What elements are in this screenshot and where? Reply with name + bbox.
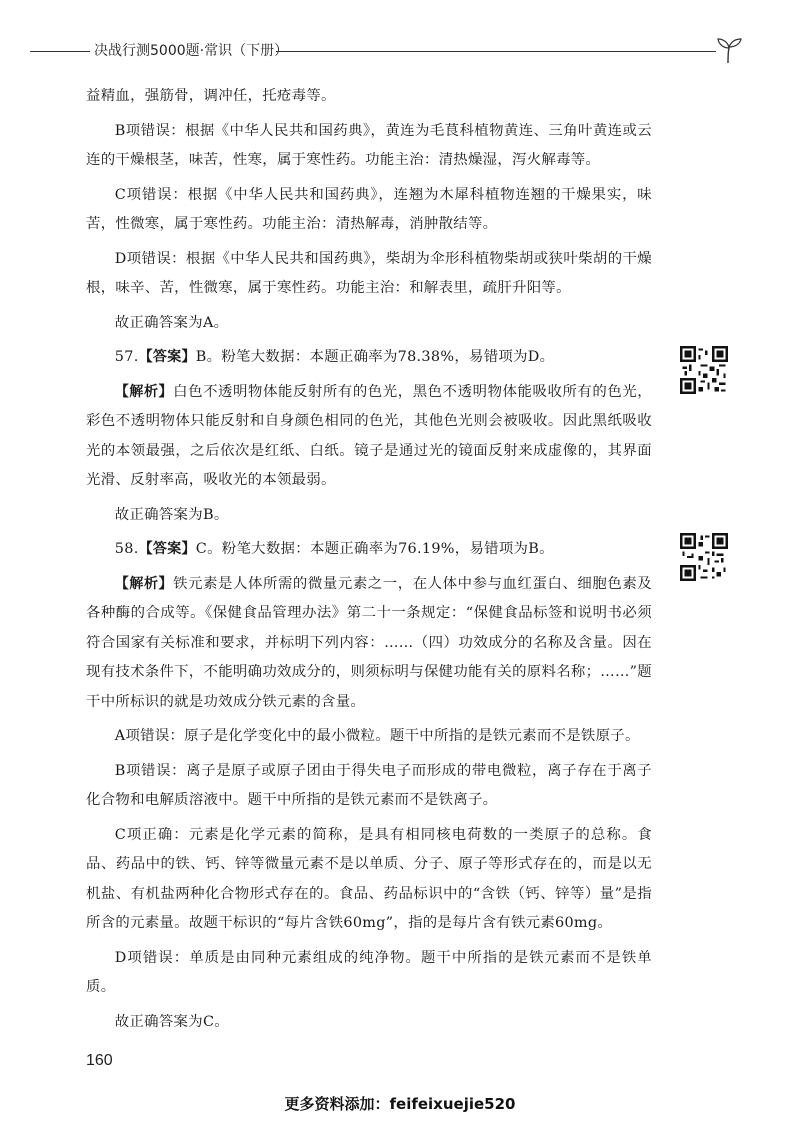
option-d-explanation: D项错误：根据《中华人民共和国药典》，柴胡为伞形科植物柴胡或狭叶柴胡的干燥根，味辛、苦，性微寒，属于寒性药。功能主治：和解表里，疏肝升阳等。 xyxy=(86,250,652,296)
answer-explanations xyxy=(86,82,652,1042)
conclusion-56: 故正确答案为A。 xyxy=(114,314,229,331)
question-number: 57. xyxy=(114,349,139,365)
analysis-label: 【解析】 xyxy=(114,575,174,592)
conclusion-58: 故正确答案为C。 xyxy=(114,1013,229,1030)
option-c-explanation: C项错误：根据《中华人民共和国药典》，连翘为木犀科植物连翘的干燥果实，味苦，性微寒，属于寒性药。功能主治：清热解毒，消肿散结等。 xyxy=(86,186,652,232)
sprout-icon xyxy=(714,36,744,64)
header-rule-right xyxy=(276,51,716,52)
answer-label: 【答案】 xyxy=(138,541,196,557)
running-header xyxy=(30,36,742,68)
option-c-explanation: C项正确：元素是化学元素的简称，是具有相同核电荷数的一类原子的总称。食品、药品中的铁、钙、锌等微量元素不是以单质、分子、原子等形式存在的，而是以无机盐、有机盐两种化合物形式存在的。食品、药品标识中的“含铁（钙、锌等）量”是指所含的元素量。故题干标识的“每片含铁60mg”，指的是每片含有铁元素60mg。 xyxy=(86,826,652,931)
header-title: 决战行测5000题·常识（下册） xyxy=(94,43,289,59)
paragraph-continuation: 益精血，强筋骨，调冲任，托疮毒等。 xyxy=(86,88,336,104)
analysis-57: 【解析】白色不透明物体能反射所有的色光，黑色不透明物体能吸收所有的色光，彩色不透明物体只能反射和自身颜色相同的色光，其他色光则会被吸收。因此黑纸吸收光的本领最强，之后依次是红纸、白纸。镜子是通过光的镜面反射来成虚像的，其界面光滑、反射率高，吸收光的本领最弱。 xyxy=(86,383,653,488)
page-number: 160 xyxy=(86,1052,113,1069)
footer-contact-note: 更多资料添加：feifeixuejie520 xyxy=(284,1095,516,1113)
option-b-explanation: B项错误：根据《中华人民共和国药典》，黄连为毛茛科植物黄连、三角叶黄连或云连的干燥根茎，味苦，性寒，属于寒性药。功能主治：清热燥湿，泻火解毒等。 xyxy=(86,122,652,168)
option-d-explanation: D项错误：单质是由同种元素组成的纯净物。题干中所指的是铁元素而不是铁单质。 xyxy=(86,949,652,995)
question-number: 58. xyxy=(114,541,139,557)
answer-57: 57.【答案】B。粉笔大数据：本题正确率为78.38%，易错项为D。 xyxy=(114,349,555,365)
option-b-explanation: B项错误：离子是原子或原子团由于得失电子而形成的带电微粒，离子存在于离子化合物和电解质溶液中。题干中所指的是铁元素而不是铁离子。 xyxy=(86,762,652,808)
conclusion-57: 故正确答案为B。 xyxy=(114,506,229,523)
analysis-label: 【解析】 xyxy=(114,383,174,400)
analysis-58: 【解析】铁元素是人体所需的微量元素之一，在人体中参与血红蛋白、细胞色素及各种酶的合成等。《保健食品管理办法》第二十一条规定：“保健食品标签和说明书必须符合国家有关标准和要求，并标明下列内容：……（四）功效成分的名称及含量。因在现有技术条件下，不能明确功效成分的，则须标明与保健功能有关的原料名称；……”题干中所标识的就是功效成分铁元素的含量。 xyxy=(86,575,653,710)
qr-code-icon xyxy=(680,533,728,581)
qr-code-icon xyxy=(680,346,728,394)
header-rule-left xyxy=(30,51,90,52)
answer-58: 58.【答案】C。粉笔大数据：本题正确率为76.19%，易错项为B。 xyxy=(114,541,554,557)
option-a-explanation: A项错误：原子是化学变化中的最小微粒。题干中所指的是铁元素而不是铁原子。 xyxy=(114,728,640,744)
answer-label: 【答案】 xyxy=(138,349,196,365)
